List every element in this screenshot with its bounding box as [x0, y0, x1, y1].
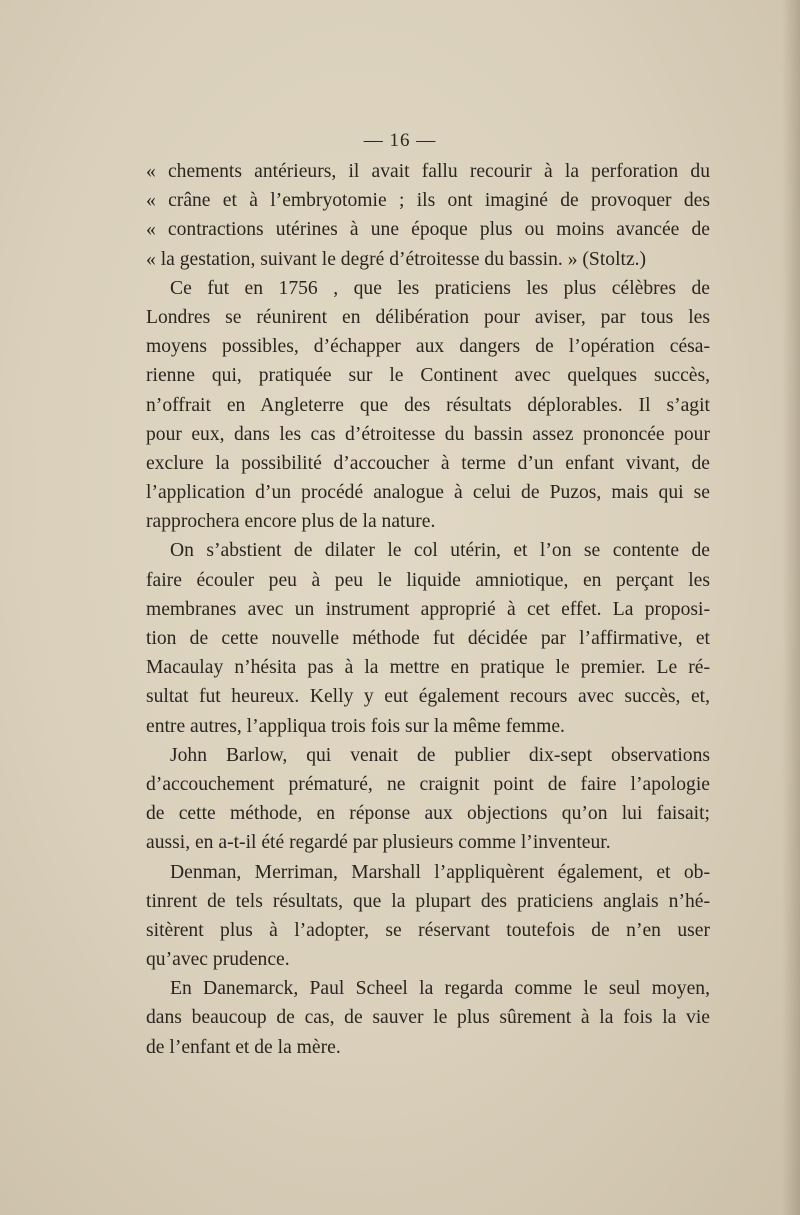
page-edge-shadow [782, 0, 800, 1215]
text-line: En Danemarck, Paul Scheel la regarda comme le seul moyen, [170, 978, 710, 1000]
text-line: Ce fut en 1756 , que les praticiens les plus célèbres de [170, 277, 710, 299]
text-line: l’application d’un procédé analogue à celui de Puzos, mais qui se [146, 482, 710, 504]
text-line: n’offrait en Angleterre que des résultats déplorables. Il s’agit [146, 394, 710, 416]
text-line: rienne qui, pratiquée sur le Continent avec quelques succès, [146, 365, 710, 387]
text-line: exclure la possibilité d’accoucher à terme d’un enfant vivant, de [146, 452, 710, 474]
text-line: tion de cette nouvelle méthode fut décidée par l’affirmative, et [146, 628, 710, 649]
text-line: moyens possibles, d’échapper aux dangers de l’opération césa- [146, 336, 710, 358]
text-line: membranes avec un instrument approprié à cet effet. La proposi- [146, 598, 710, 620]
text-line: « chements antérieurs, il avait fallu recourir à la perforation du [146, 161, 710, 182]
text-line: rapprochera encore plus de la nature. [146, 511, 436, 533]
text-line: d’accouchement prématuré, ne craignit point de faire l’apologie [146, 773, 710, 795]
text-body [146, 157, 710, 1062]
text-line: qu’avec prudence. [146, 949, 290, 971]
text-line: sultat fut heureux. Kelly y eut également recours avec succès, et, [146, 686, 710, 708]
text-line: « contractions utérines à une époque plus ou moins avancée de [146, 219, 710, 241]
page-number: — 16 — [363, 130, 437, 151]
text-line: sitèrent plus à l’adopter, se réservant toutefois de n’en user [146, 919, 710, 941]
text-line: Londres se réunirent en délibération pour aviser, par tous les [146, 306, 710, 328]
text-line: Denman, Merriman, Marshall l’appliquèrent également, et ob- [170, 861, 710, 883]
text-line: Macaulay n’hésita pas à la mettre en pratique le premier. Le ré- [146, 657, 710, 679]
text-line: pour eux, dans les cas d’étroitesse du bassin assez prononcée pour [146, 423, 710, 445]
text-line: « la gestation, suivant le degré d’étroitesse du bassin. » (Stoltz.) [146, 248, 647, 270]
text-line: entre autres, l’appliqua trois fois sur la même femme. [146, 715, 565, 737]
text-line: tinrent de tels résultats, que la plupart des praticiens anglais n’hé- [146, 890, 710, 912]
text-line: John Barlow, qui venait de publier dix-sept observations [170, 744, 710, 766]
text-line: de cette méthode, en réponse aux objections qu’on lui faisait; [146, 803, 710, 825]
text-line: de l’enfant et de la mère. [146, 1036, 341, 1058]
text-line: dans beaucoup de cas, de sauver le plus sûrement à la fois la vie [146, 1007, 710, 1029]
text-line: « crâne et à l’embryotomie ; ils ont imaginé de provoquer des [146, 190, 710, 212]
text-line: faire écouler peu à peu le liquide amniotique, en perçant les [146, 569, 710, 591]
text-line: aussi, en a-t-il été regardé par plusieurs comme l’inventeur. [146, 832, 611, 854]
text-line: On s’abstient de dilater le col utérin, et l’on se contente de [170, 540, 710, 562]
